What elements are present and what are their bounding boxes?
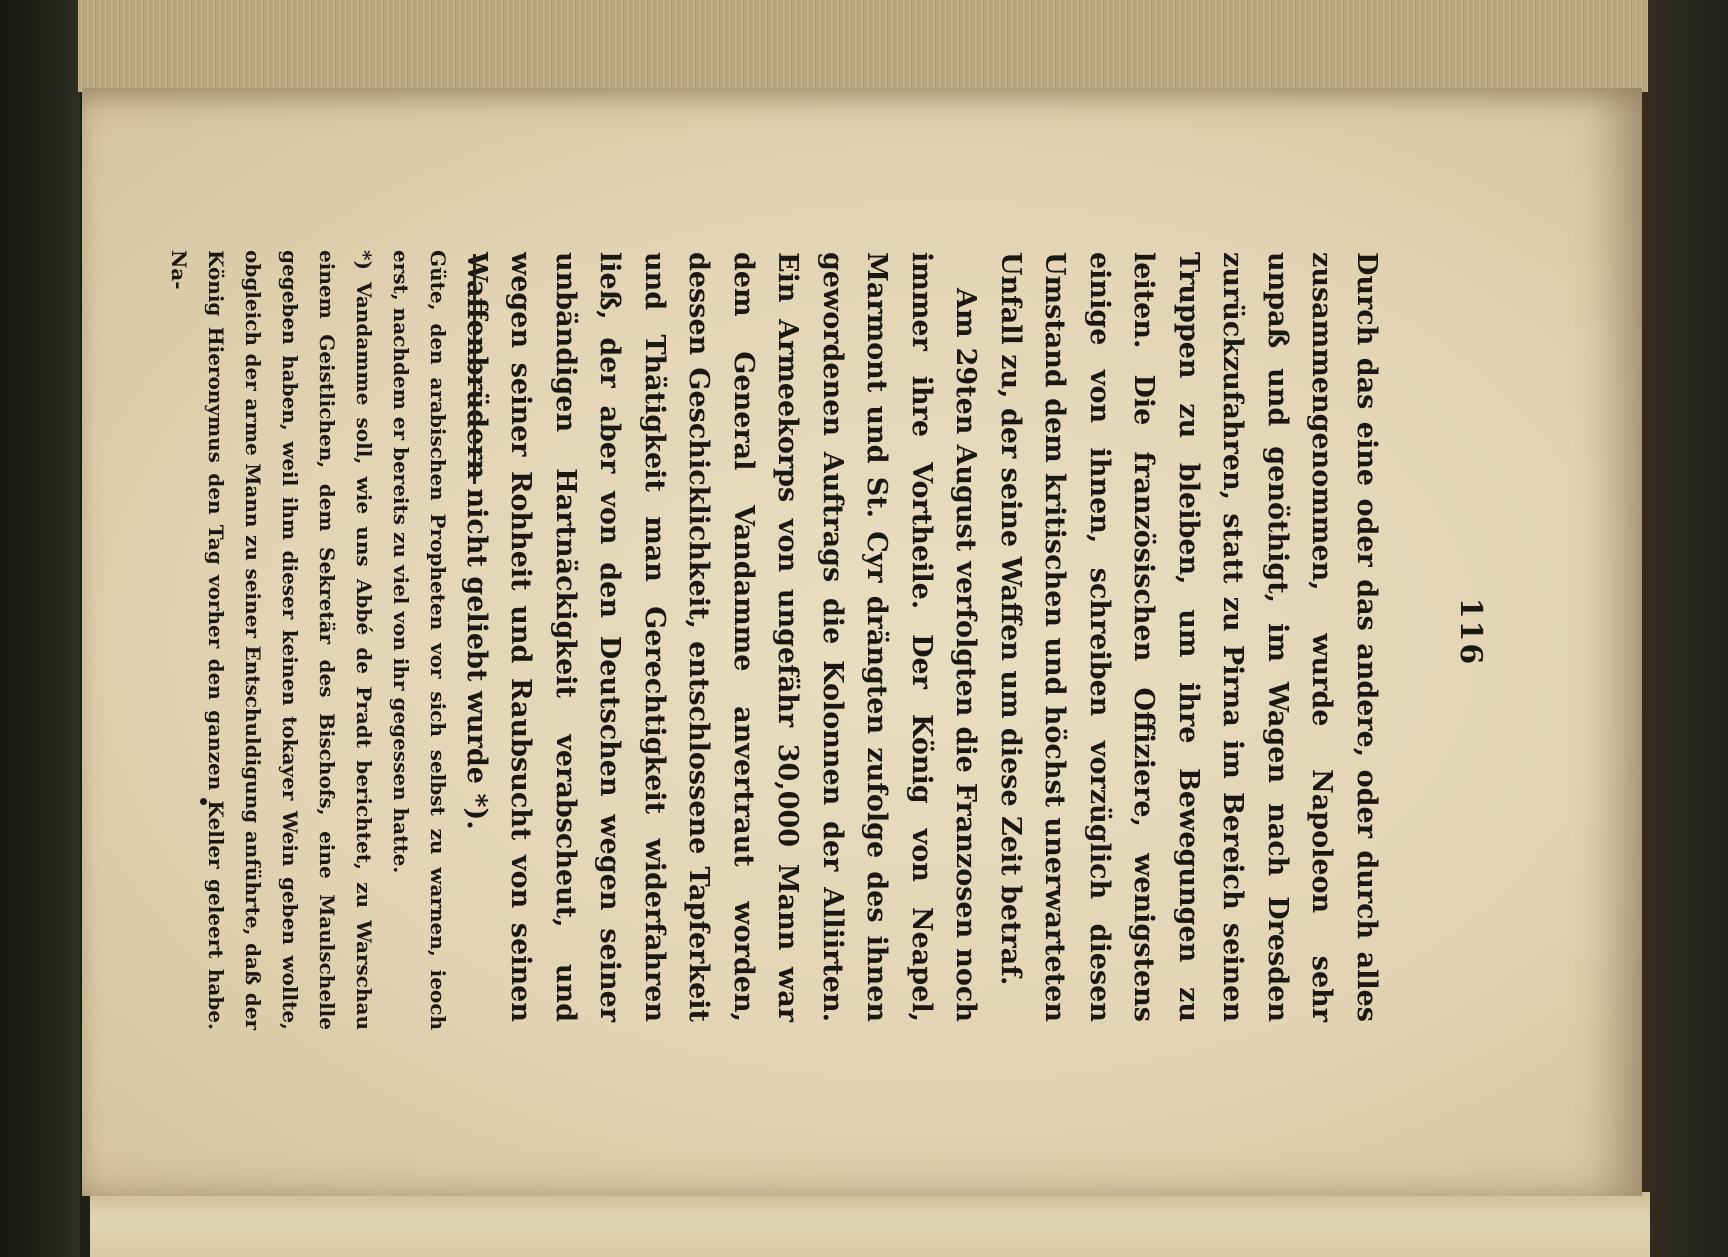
- footnote-continuation: Güte, den arabischen Propheten vor sich selbst zu warnen, ieoch erst, nachdem er bereits zu viel von ihr gegessen hatte.: [389, 250, 450, 1030]
- page-edges-top: [78, 0, 1648, 92]
- footnote-rule: [473, 254, 476, 484]
- book-cover-left: [0, 0, 80, 1257]
- facing-page-edge: [90, 1192, 1650, 1257]
- body-text: [454, 252, 1389, 1022]
- rotated-page-content: [167, 172, 1498, 1072]
- book-cover-right: [1638, 0, 1728, 1257]
- footnote-text: [160, 250, 456, 1030]
- footnote-vandamme: *) Vandamme soll, wie uns Abbé de Pradt berichtet, zu Warschau einem Geistlichen, dem Sekretär des Bischofs, eine Maulschelle gegeben haben, weil ihm dieser keinen tokayer Wein geben wollte, obgleich der arme Mann zu seiner Entschuldigung anführte, daß der König Hieronymus den Tag vorher den ganzen Keller geleert habe. Na-: [167, 250, 376, 1030]
- page-number: 116: [1453, 597, 1488, 667]
- paragraph-2: Am 29ten August verfolgten die Franzosen noch immer ihre Vortheile. Der König von Neapel, Marmont und St. Cyr drängten zufolge des ihnen gewordenen Auftrags die Kolonnen der Alliirten. Ein Armeekorps von ungefähr 30,000 Mann war dem General Vandamme anvertraut worden, dessen Geschicklichkeit, entschlossene Tapferkeit und Thätigkeit man Gerechtigkeit widerfahren ließ, der aber von den Deutschen wegen seiner unbändigen Hartnäckigkeit verabscheut, und wegen seiner Rohheit und Raubsucht von seinen Waffenbrüdern nicht geliebt wurde *).: [461, 252, 982, 1022]
- paragraph-1: Durch das eine oder das andere, oder durch alles zusammengenommen, wurde Napoleon sehr unpaß und genöthigt, im Wagen nach Dresden zurückzufahren, statt zu Pirna im Bereich seinen Truppen zu bleiben, um ihre Bewegungen zu leiten. Die französischen Offiziere, wenigstens einige von ihnen, schreiben vorzüglich diesen Umstand dem kritischen und höchst unerwarteten Unfall zu, der seine Waffen um diese Zeit betraf.: [995, 252, 1382, 1022]
